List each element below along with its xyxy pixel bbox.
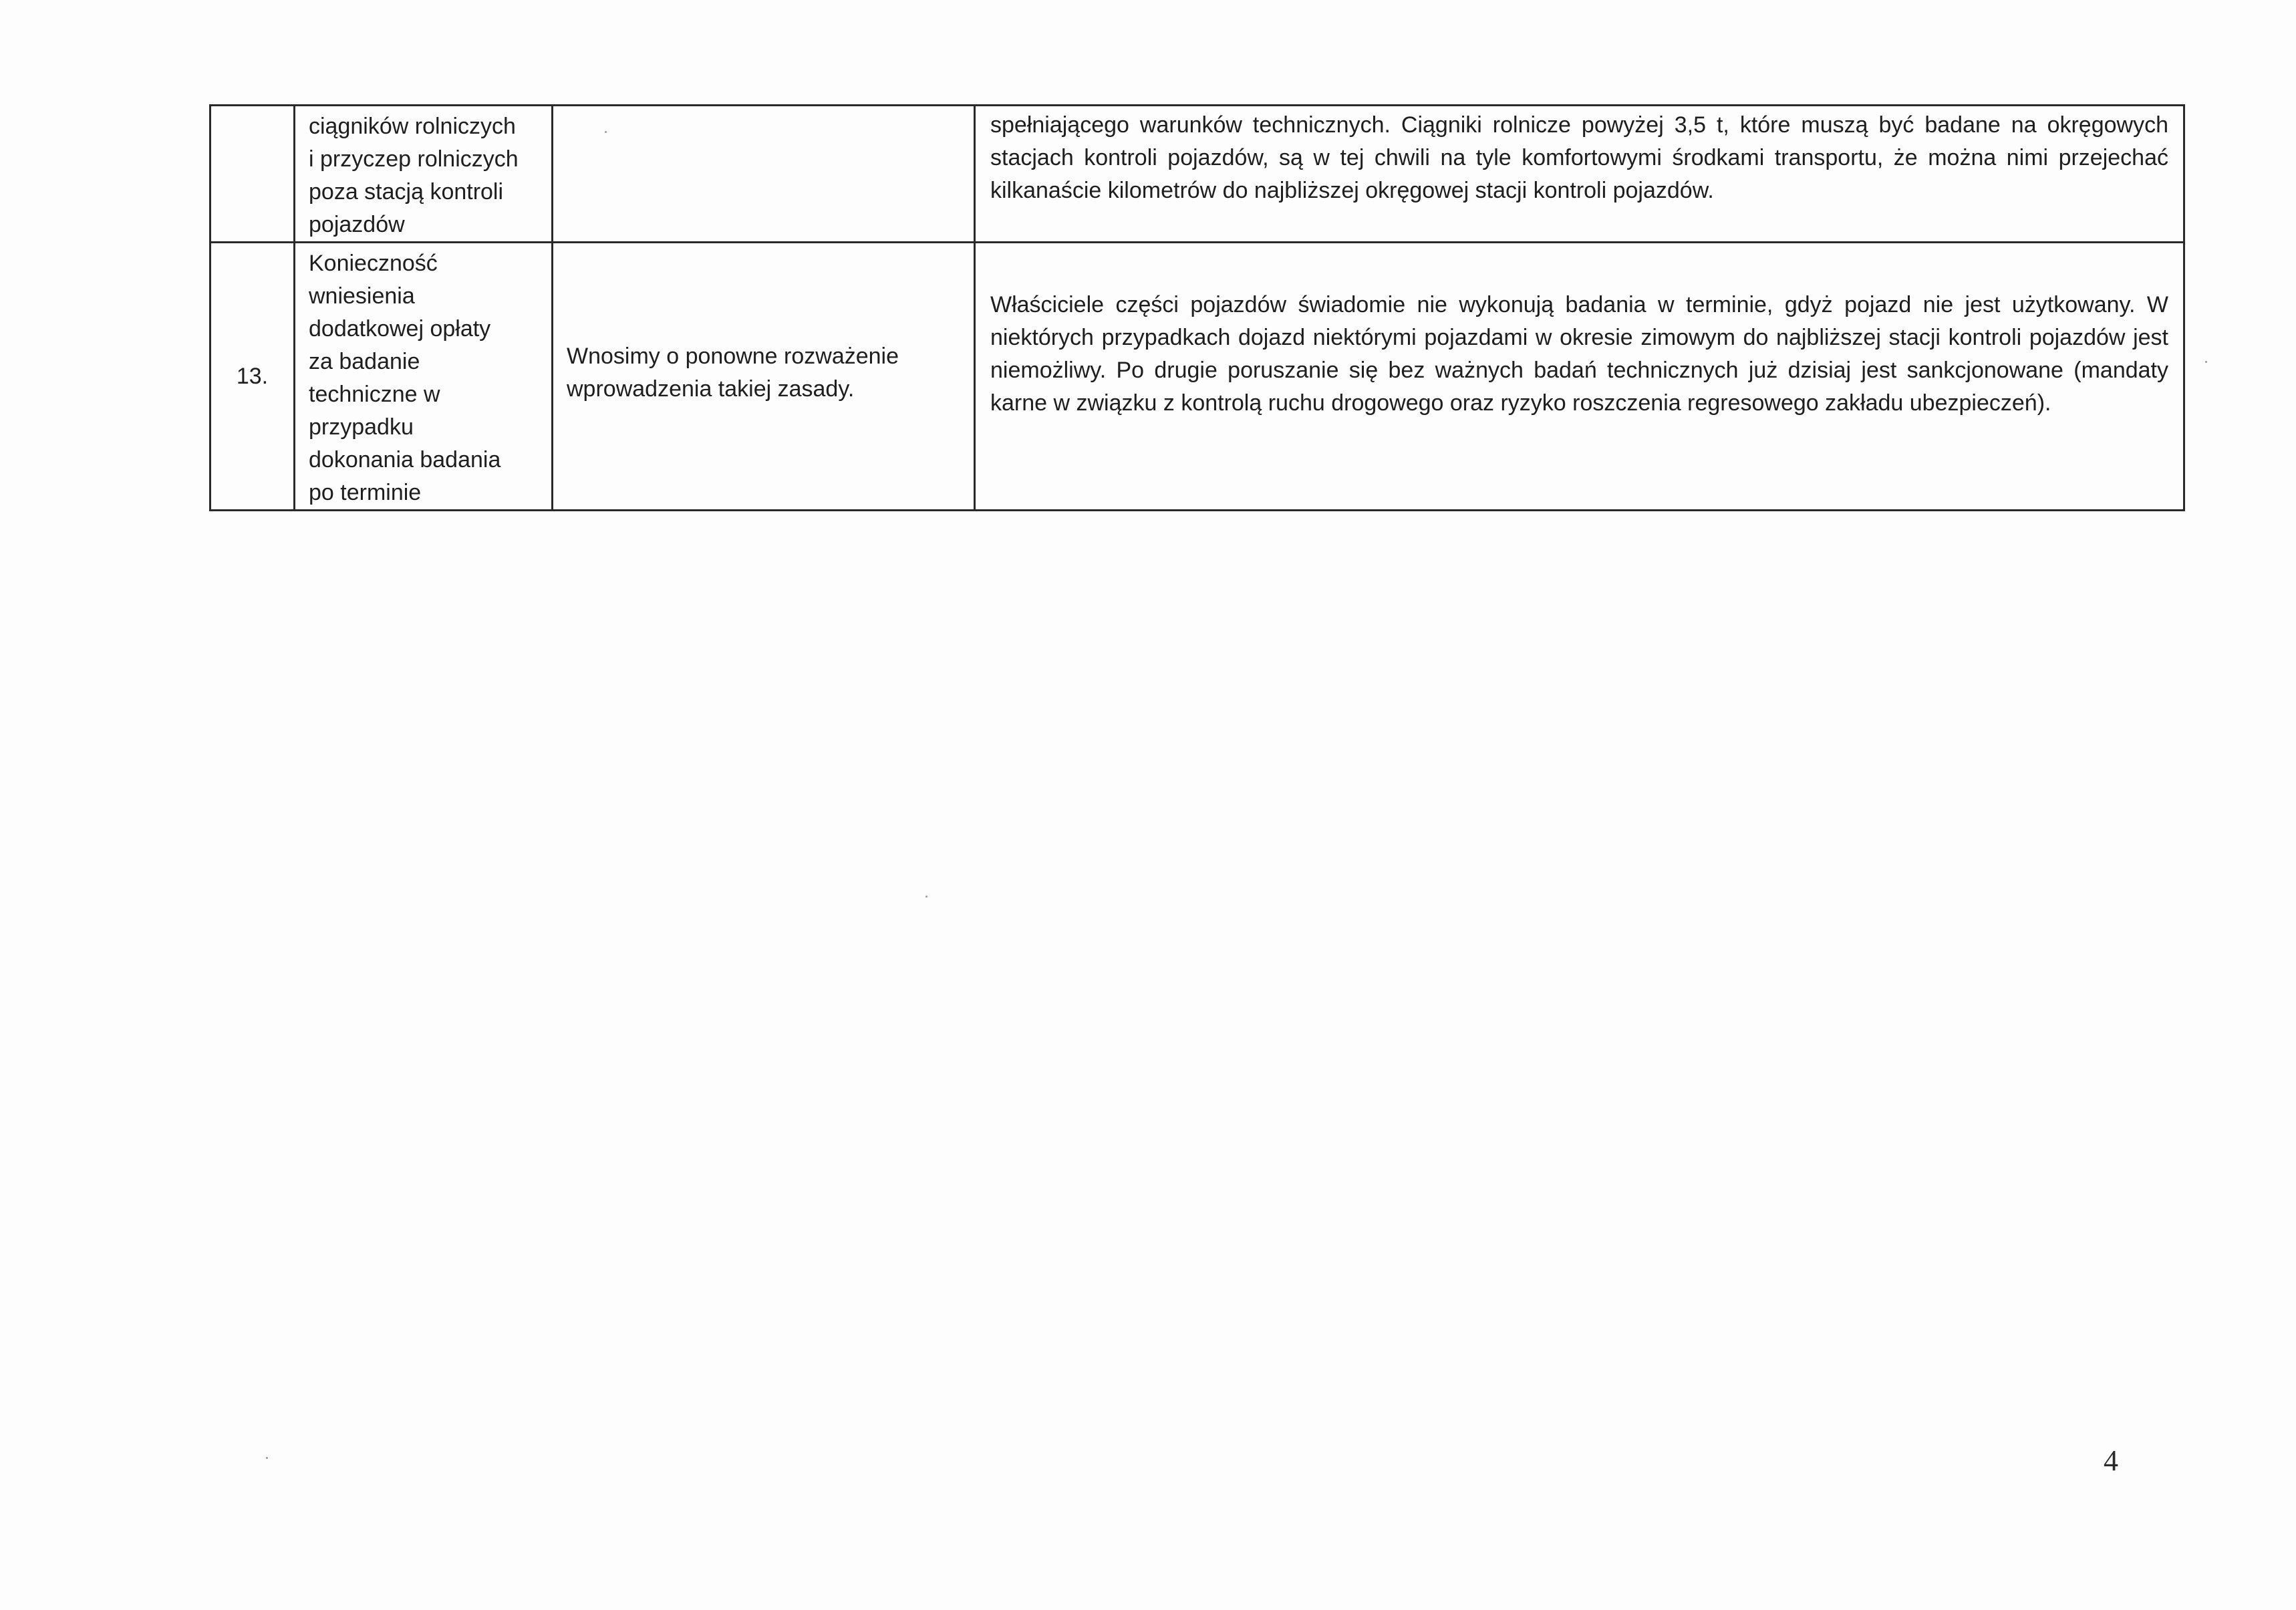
topic-line: i przyczep rolniczych [309, 146, 519, 172]
topic-line: dodatkowej opłaty [309, 316, 491, 342]
table-row-13 [210, 243, 2184, 511]
topic-text [295, 243, 551, 509]
response-cell [553, 243, 975, 511]
topic-cell [295, 243, 553, 511]
topic-line: za badanie [309, 349, 420, 374]
explanation-text: Właściciele części pojazdów świadomie nie wykonują badania w terminie, gdyż pojazd nie jest użytkowany. W niektórych przypadkach dojazd niektórymi pojazdami w okresie zimowym do najbliższej stacji kontroli pojazdów jest niemożliwy. Po drugie poruszanie się bez ważnych badań technicznych już dzisiaj jest sankcjonowane (mandaty karne w związku z kontrolą ruchu drogowego oraz ryzyko roszczenia regresowego zakładu ubezpieczeń). [990, 292, 2168, 416]
row-number: 13. [236, 363, 269, 389]
scan-speck [266, 1457, 268, 1459]
topic-line: pojazdów [309, 212, 405, 237]
row-number-cell [210, 106, 295, 243]
topic-text [295, 106, 551, 241]
topic-line: Konieczność [309, 251, 438, 276]
response-cell [553, 106, 975, 243]
explanation-text: spełniającego warunków technicznych. Ciągniki rolnicze powyżej 3,5 t, które muszą być badane na okręgowych stacjach kontroli pojazdów, są w tej chwili na tyle komfortowymi środkami transportu, że można nimi przejechać kilkanaście kilometrów do najbliższej okręgowej stacji kontroli pojazdów. [990, 112, 2168, 203]
explanation-cell [975, 243, 2184, 511]
topic-cell [295, 106, 553, 243]
consultation-table [209, 104, 2185, 511]
scan-speck [925, 896, 927, 898]
topic-line: wniesienia [309, 283, 415, 309]
page-number: 4 [2104, 1444, 2118, 1477]
topic-line: poza stacją kontroli [309, 179, 504, 205]
explanation-cell [975, 106, 2184, 243]
topic-line: przypadku [309, 414, 414, 440]
topic-line: ciągników rolniczych [309, 114, 516, 139]
topic-line: dokonania badania [309, 447, 501, 473]
topic-line: po terminie [309, 480, 422, 505]
table-row-continued [210, 106, 2184, 243]
response-text: Wnosimy o ponowne rozważenie wprowadzenia takiej zasady. [567, 344, 899, 402]
row-number-cell [210, 243, 295, 511]
scan-speck [2205, 361, 2207, 363]
scan-speck [605, 131, 607, 133]
topic-line: techniczne w [309, 382, 440, 407]
